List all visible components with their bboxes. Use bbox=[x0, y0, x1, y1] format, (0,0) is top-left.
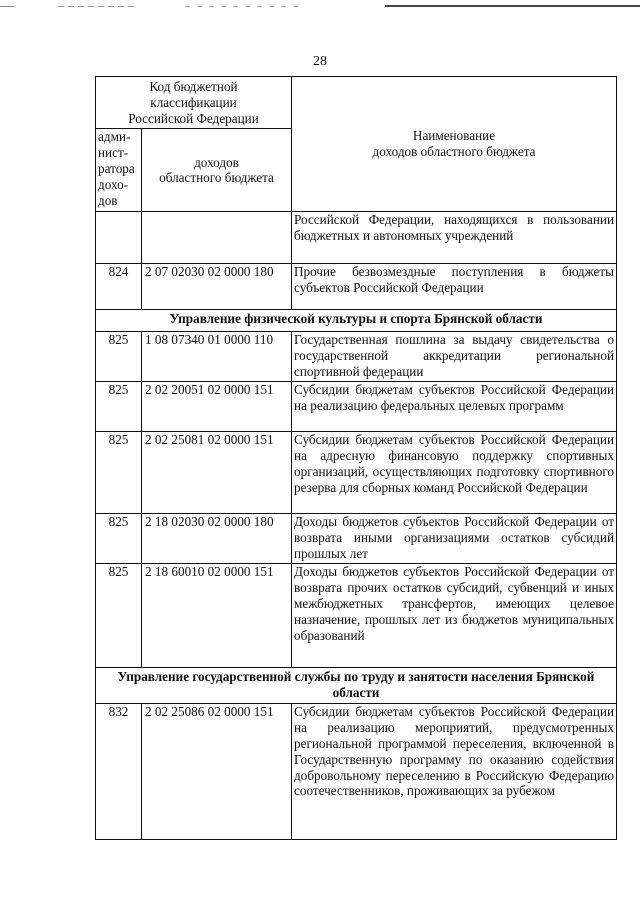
table-row bbox=[96, 514, 617, 564]
header-row-top bbox=[96, 77, 617, 129]
section-heading: Управление государственной службы по труду и занятости населения Брянской области bbox=[96, 668, 617, 704]
header-admin-line: нист- bbox=[98, 145, 129, 161]
header-admin-line: дохо- bbox=[98, 176, 129, 192]
income-name-cell: Доходы бюджетов субъектов Российской Федерации от возврата иными организациями остатков субсидий прошлых лет bbox=[292, 514, 617, 564]
header-code-group bbox=[96, 77, 292, 129]
header-name-line: доходов областного бюджета bbox=[372, 144, 536, 160]
income-name-cell: Субсидии бюджетам субъектов Российской Федерации на адресную финансовую поддержку спортивных организаций, осуществляющих подготовку спортивного резерва для сборных команд Российской Федерации bbox=[292, 432, 617, 514]
table-row bbox=[96, 564, 617, 668]
scan-artifact-line bbox=[385, 5, 640, 7]
admin-code-cell: 824 bbox=[96, 264, 142, 310]
header-admin-line: дов bbox=[98, 192, 118, 208]
scan-artifact-line bbox=[185, 6, 305, 7]
header-income-line: доходов bbox=[194, 154, 239, 170]
income-code-cell: 2 02 25081 02 0000 151 bbox=[142, 432, 292, 514]
header-admin bbox=[96, 129, 142, 212]
admin-code-cell bbox=[96, 212, 142, 264]
admin-code-cell: 825 bbox=[96, 382, 142, 432]
income-code-cell: 1 08 07340 01 0000 110 bbox=[142, 332, 292, 382]
admin-code-cell: 825 bbox=[96, 564, 142, 668]
table-row bbox=[96, 332, 617, 382]
section-row bbox=[96, 668, 617, 704]
page-number: 28 bbox=[313, 54, 327, 69]
income-code-cell: 2 02 20051 02 0000 151 bbox=[142, 382, 292, 432]
scan-artifact-line bbox=[58, 6, 138, 7]
budget-income-table bbox=[95, 76, 617, 840]
section-row bbox=[96, 310, 617, 332]
income-name-cell: Российской Федерации, находящихся в пользовании бюджетных и автономных учреждений bbox=[292, 212, 617, 264]
header-code-line: Российской Федерации bbox=[128, 110, 259, 126]
header-income-line: областного бюджета bbox=[159, 170, 274, 186]
table-row bbox=[96, 704, 617, 840]
header-income bbox=[142, 129, 292, 212]
income-code-cell bbox=[142, 212, 292, 264]
income-code-cell: 2 18 60010 02 0000 151 bbox=[142, 564, 292, 668]
scan-artifact-line bbox=[0, 6, 14, 7]
income-name-cell: Субсидии бюджетам субъектов Российской Федерации на реализацию мероприятий, предусмотренных региональной программой переселения, включенной в Государственную программу по оказанию содействия добровольному переселению в Российскую Федерацию соотечественников, проживающих за рубежом bbox=[292, 704, 617, 840]
table-row bbox=[96, 212, 617, 264]
admin-code-cell: 825 bbox=[96, 514, 142, 564]
income-code-cell: 2 02 25086 02 0000 151 bbox=[142, 704, 292, 840]
table-row bbox=[96, 382, 617, 432]
income-code-cell: 2 18 02030 02 0000 180 bbox=[142, 514, 292, 564]
header-admin-line: адми- bbox=[98, 129, 131, 145]
header-name-line: Наименование bbox=[412, 128, 496, 144]
income-name-cell: Доходы бюджетов субъектов Российской Федерации от возврата прочих остатков субсидий, субвенций и иных межбюджетных трансфертов, имеющих целевое назначение, прошлых лет из бюджетов муниципальных образований bbox=[292, 564, 617, 668]
admin-code-cell: 825 bbox=[96, 332, 142, 382]
header-admin-line: ратора bbox=[98, 160, 135, 176]
header-code-line: классификации bbox=[150, 94, 237, 110]
table-row bbox=[96, 264, 617, 310]
income-name-cell: Государственная пошлина за выдачу свидетельства о государственной аккредитации региональной спортивной федерации bbox=[292, 332, 617, 382]
income-name-cell: Прочие безвозмездные поступления в бюджеты субъектов Российской Федерации bbox=[292, 264, 617, 310]
admin-code-cell: 832 bbox=[96, 704, 142, 840]
header-name bbox=[292, 77, 617, 212]
header-code-line: Код бюджетной bbox=[149, 79, 238, 94]
income-name-cell: Субсидии бюджетам субъектов Российской Федерации на реализацию федеральных целевых программ bbox=[292, 382, 617, 432]
section-heading: Управление физической культуры и спорта Брянской области bbox=[96, 310, 617, 332]
admin-code-cell: 825 bbox=[96, 432, 142, 514]
income-code-cell: 2 07 02030 02 0000 180 bbox=[142, 264, 292, 310]
table-row bbox=[96, 432, 617, 514]
